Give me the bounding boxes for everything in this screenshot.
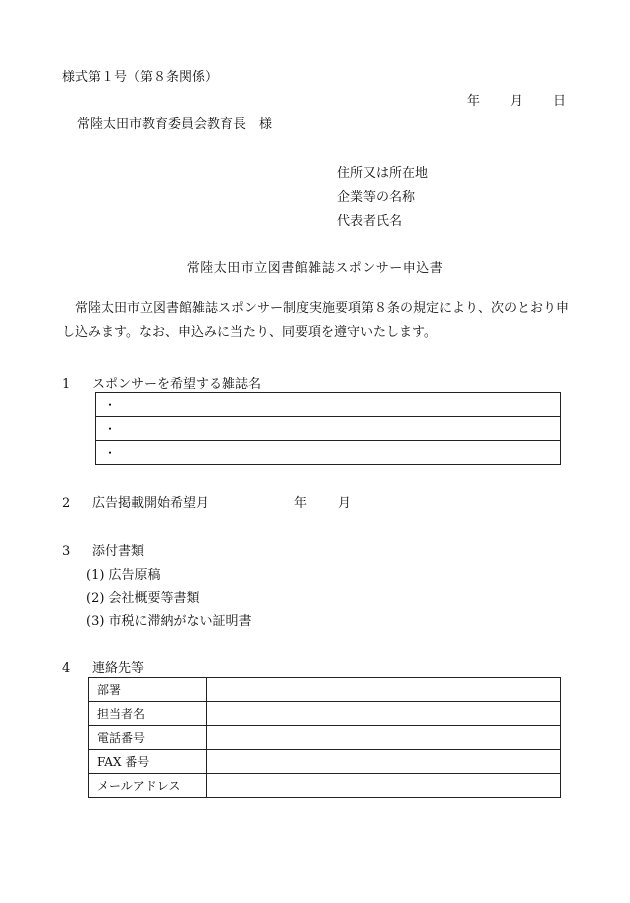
magazine-table xyxy=(95,392,561,465)
attachment-item: (2) 会社概要等書類 xyxy=(86,591,200,606)
section-1-number: 1 xyxy=(62,377,71,392)
magazine-cell[interactable]: ・ xyxy=(96,441,561,465)
table-row xyxy=(96,441,561,465)
table-row xyxy=(89,726,561,750)
contact-department-label: 部署 xyxy=(89,678,207,702)
section-4-label: 連絡先等 xyxy=(92,661,145,676)
section-4-heading xyxy=(62,657,144,676)
section-3-number: 3 xyxy=(62,544,71,559)
table-row xyxy=(89,774,561,798)
attachment-item: (3) 市税に滞納がない証明書 xyxy=(86,614,252,629)
section-2-label: 広告掲載開始希望月 xyxy=(92,496,210,511)
magazine-cell[interactable]: ・ xyxy=(96,417,561,441)
date-line xyxy=(467,90,566,109)
contact-email-field[interactable] xyxy=(207,774,561,798)
applicant-block xyxy=(337,162,428,234)
table-row xyxy=(96,417,561,441)
section-1-heading xyxy=(62,373,261,392)
table-row xyxy=(96,393,561,417)
section-3-heading xyxy=(62,540,144,559)
contact-person-label: 担当者名 xyxy=(89,702,207,726)
table-row xyxy=(89,750,561,774)
section-1-label: スポンサーを希望する雑誌名 xyxy=(92,377,262,392)
table-row xyxy=(89,678,561,702)
magazine-cell[interactable]: ・ xyxy=(96,393,561,417)
applicant-representative-label: 代表者氏名 xyxy=(337,214,403,229)
attachment-item: (1) 広告原稿 xyxy=(86,568,161,583)
table-row xyxy=(89,702,561,726)
section-4-number: 4 xyxy=(62,661,71,676)
document-title: 常陸太田市立図書館雑誌スポンサー申込書 xyxy=(186,261,444,276)
contact-person-field[interactable] xyxy=(207,702,561,726)
contact-fax-field[interactable] xyxy=(207,750,561,774)
contact-email-label: メールアドレス xyxy=(89,774,207,798)
section-3-label: 添付書類 xyxy=(92,544,145,559)
applicant-company-label: 企業等の名称 xyxy=(337,190,416,205)
applicant-address-label: 住所又は所在地 xyxy=(337,166,429,181)
contact-fax-label: FAX 番号 xyxy=(89,750,207,774)
contact-phone-field[interactable] xyxy=(207,726,561,750)
section-2-number: 2 xyxy=(62,496,71,511)
addressee: 常陸太田市教育委員会教育長 様 xyxy=(77,117,273,132)
date-year: 年 xyxy=(467,94,481,109)
contact-department-field[interactable] xyxy=(207,678,561,702)
date-day: 日 xyxy=(553,94,567,109)
body-text: 常陸太田市立図書館雑誌スポンサー制度実施要項第８条の規定により、次のとおり申し込みます。なお、申込みに当たり、同要項を遵守いたします。 xyxy=(62,301,570,340)
form-number: 様式第１号（第８条関係） xyxy=(62,70,219,85)
date-month: 月 xyxy=(510,94,524,109)
contact-table xyxy=(88,677,561,798)
contact-phone-label: 電話番号 xyxy=(89,726,207,750)
ad-start-month: 月 xyxy=(338,496,352,511)
ad-start-year: 年 xyxy=(294,496,308,511)
section-2-heading xyxy=(62,492,352,511)
